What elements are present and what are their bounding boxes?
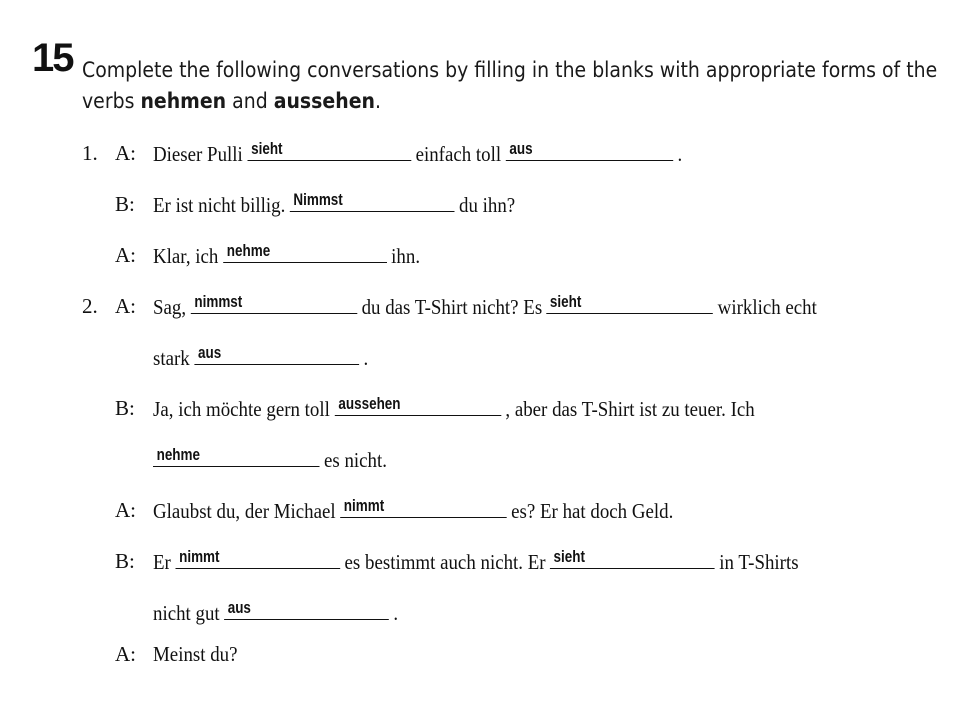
verb-nehmen: nehmen	[140, 89, 227, 113]
dialogue-text: , aber das T-Shirt ist zu teuer. Ich	[505, 397, 755, 421]
dialogue-line	[153, 548, 799, 574]
filled-answer: nimmst	[194, 292, 243, 311]
instruction-text: .	[374, 89, 381, 113]
dialogue-text: Sag,	[153, 295, 187, 319]
dialogue-line	[153, 293, 817, 319]
conversation-number: 1.	[82, 141, 98, 165]
dialogue-text: Meinst du?	[153, 642, 238, 666]
speaker-label: B:	[115, 396, 135, 420]
filled-answer: nimmt	[178, 547, 220, 566]
dialogue-text: Klar, ich	[153, 244, 219, 268]
answer-blank[interactable]	[550, 548, 715, 569]
dialogue-text: ihn.	[391, 244, 421, 268]
dialogue-line	[153, 599, 398, 625]
speaker-label: A:	[115, 243, 136, 267]
dialogue-line	[153, 395, 755, 421]
dialogue-text: .	[677, 142, 683, 166]
dialogue-line	[153, 140, 682, 166]
answer-blank[interactable]	[194, 344, 359, 365]
dialogue-text: es bestimmt auch nicht. Er	[344, 550, 546, 574]
speaker-label: B:	[115, 192, 135, 216]
dialogue-text: du ihn?	[459, 193, 516, 217]
filled-answer: sieht	[250, 139, 283, 158]
dialogue-text: .	[363, 346, 369, 370]
dialogue-line	[153, 641, 238, 667]
dialogue-text: Ja, ich möchte gern toll	[153, 397, 330, 421]
answer-blank[interactable]	[247, 140, 411, 161]
speaker-label: A:	[115, 642, 136, 666]
dialogue-text: nicht gut	[153, 601, 220, 625]
exercise-instruction-line-1	[82, 60, 937, 81]
exercise-number: 15	[32, 36, 73, 80]
dialogue-text: es? Er hat doch Geld.	[511, 499, 674, 523]
filled-answer: nehme	[226, 241, 270, 260]
dialogue-text: Er	[153, 550, 171, 574]
conversation-number: 2.	[82, 294, 98, 318]
dialogue-line	[153, 344, 368, 370]
answer-blank[interactable]	[334, 395, 501, 416]
answer-blank[interactable]	[340, 497, 507, 518]
dialogue-text: es nicht.	[324, 448, 387, 472]
speaker-label: A:	[115, 498, 136, 522]
answer-blank[interactable]	[191, 293, 358, 314]
dialogue-text: in T-Shirts	[719, 550, 799, 574]
dialogue-text: stark	[153, 346, 190, 370]
filled-answer: aussehen	[337, 394, 401, 413]
dialogue-text: Er ist nicht billig.	[153, 193, 286, 217]
instruction-text: Complete the following conversations by filling in the blanks with appropriate forms of the	[82, 58, 938, 82]
filled-answer: sieht	[553, 547, 586, 566]
answer-blank[interactable]	[290, 191, 455, 212]
answer-blank[interactable]	[547, 293, 714, 314]
filled-answer: aus	[227, 598, 251, 617]
dialogue-line	[153, 446, 387, 472]
dialogue-text: .	[393, 601, 399, 625]
filled-answer: nehme	[156, 445, 200, 464]
filled-answer: aus	[509, 139, 533, 158]
filled-answer: sieht	[550, 292, 582, 311]
speaker-label: A:	[115, 141, 136, 165]
answer-blank[interactable]	[223, 242, 387, 263]
verb-aussehen: aussehen	[273, 89, 375, 113]
speaker-label: B:	[115, 549, 135, 573]
answer-blank[interactable]	[506, 140, 673, 161]
dialogue-text: wirklich echt	[717, 295, 817, 319]
instruction-text: verbs	[82, 89, 141, 113]
dialogue-text: Glaubst du, der Michael	[153, 499, 336, 523]
exercise-instruction-line-2	[82, 91, 381, 112]
answer-blank[interactable]	[153, 446, 320, 467]
dialogue-line	[153, 242, 420, 268]
dialogue-text: einfach toll	[415, 142, 502, 166]
dialogue-line	[153, 191, 515, 217]
instruction-text: and	[226, 89, 274, 113]
dialogue-line	[153, 497, 673, 523]
filled-answer: Nimmst	[293, 190, 343, 209]
speaker-label: A:	[115, 294, 136, 318]
dialogue-text: du das T-Shirt nicht? Es	[361, 295, 543, 319]
dialogue-text: Dieser Pulli	[153, 142, 243, 166]
filled-answer: aus	[197, 343, 222, 362]
answer-blank[interactable]	[224, 599, 389, 620]
answer-blank[interactable]	[175, 548, 340, 569]
filled-answer: nimmt	[343, 496, 385, 515]
